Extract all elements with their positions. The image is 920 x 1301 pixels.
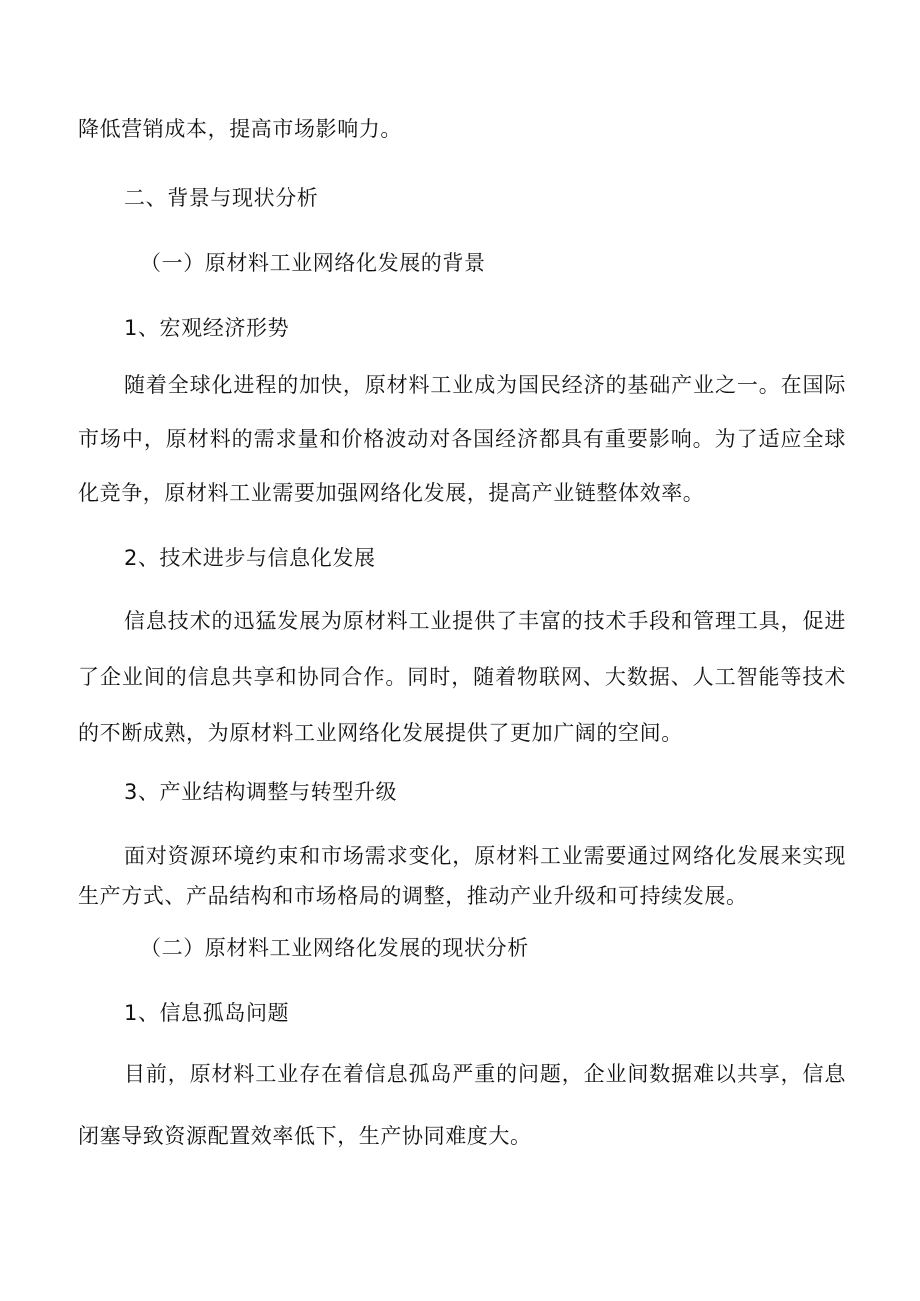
item-heading-info-island: 1、信息孤岛问题 — [124, 1001, 290, 1025]
paragraph-tech-progress: 信息技术的迅猛发展为原材料工业提供了丰富的技术手段和管理工具，促进了企业间的信息共享和协同合作。同时，随着物联网、大数据、人工智能等技术的不断成熟，为原材料工业网络化发展提供了更加广阔的空间。 — [78, 609, 846, 745]
item-heading-industry-structure: 3、产业结构调整与转型升级 — [124, 780, 398, 804]
paragraph-macro-economy: 随着全球化进程的加快，原材料工业成为国民经济的基础产业之一。在国际市场中，原材料的需求量和价格波动对各国经济都具有重要影响。为了适应全球化竞争，原材料工业需要加强网络化发展，提高产业链整体效率。 — [78, 373, 846, 505]
section-heading: 二、背景与现状分析 — [124, 186, 319, 210]
item-heading-macro-economy: 1、宏观经济形势 — [124, 316, 290, 340]
paragraph-info-island: 目前，原材料工业存在着信息孤岛严重的问题，企业间数据难以共享，信息闭塞导致资源配置效率低下，生产协同难度大。 — [78, 1062, 846, 1148]
subsection-heading-background: （一）原材料工业网络化发展的背景 — [140, 251, 486, 275]
continuation-text: 降低营销成本，提高市场影响力。 — [78, 117, 402, 141]
subsection-heading-status: （二）原材料工业网络化发展的现状分析 — [140, 936, 529, 960]
item-heading-tech-progress: 2、技术进步与信息化发展 — [124, 546, 376, 570]
paragraph-industry-structure: 面对资源环境约束和市场需求变化，原材料工业需要通过网络化发展来实现生产方式、产品结构和市场格局的调整，推动产业升级和可持续发展。 — [78, 844, 846, 908]
